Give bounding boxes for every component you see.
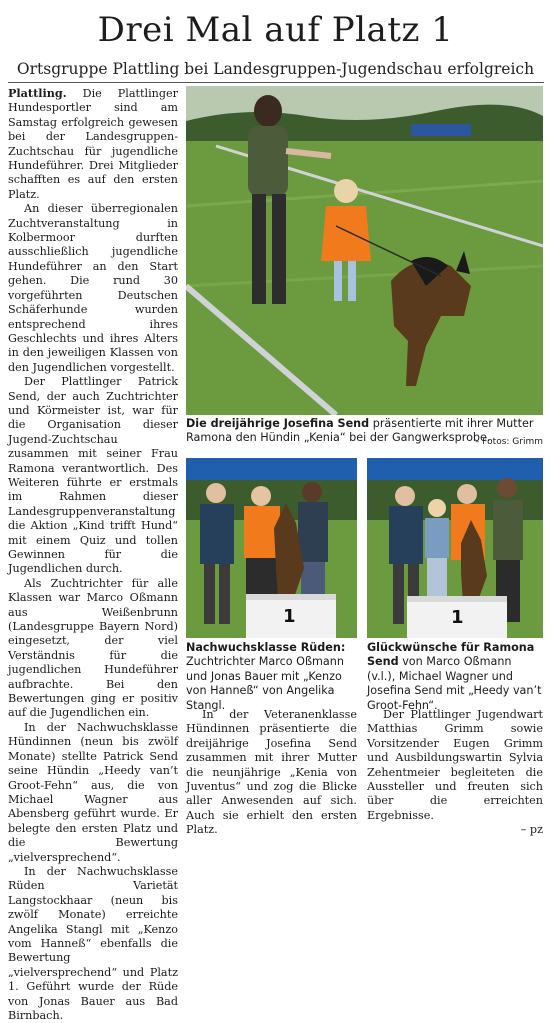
headline: Drei Mal auf Platz 1	[97, 10, 454, 50]
paragraph-8: Der Plattlinger Jugendwart Matthias Grimm sowie Vorsitzender Eugen Grimm und Ausbildungswartin Sylvia Zehentmeier begleiteten die Aussteller und freuten sich über die erreichten Ergebnisse.	[367, 708, 543, 822]
article-column-left	[8, 86, 178, 1023]
caption-right-text: von Marco Oßmann (v.l.), Michael Wagner und Josefina Send mit „Heedy van’t Groot-Fehn“.	[367, 655, 542, 712]
paragraph-3: Der Plattlinger Patrick Send, der auch Zuchtrichter und Körmeister ist, war für die Organisation dieser Jugend-Zuchtschau zusammen mit seiner Frau Ramona verantwortlich. Des Weiteren führte er erstmals im Rahmen dieser Landesgruppenveranstaltung die Aktion „Kind trifft Hund“ mit einem Quiz und tollen Gewinnen für die Jugendlichen durch.	[8, 375, 178, 576]
caption-main-bold: Die dreijährige Josefina Send	[186, 417, 370, 430]
main-photo	[186, 86, 543, 415]
caption-right-bold: Glückwünsche für Ramona Send	[367, 641, 535, 669]
paragraph-4: Als Zuchtrichter für alle Klassen war Marco Oßmann aus Weißenbrunn (Landesgruppe Bayern Nord) eingesetzt, der viel Verständnis für die jugendlichen Hundeführer aufbrachte. Bei den Bewertungen ging er positiv auf die Jugendlichen ein.	[8, 576, 178, 720]
dateline: Plattling.	[8, 86, 67, 100]
paragraph-6: In der Nachwuchsklasse Rüden Varietät Langstockhaar (neun bis zwölf Monate) erreichte Angelika Stangl mit „Kenzo vom Hanneß“ ebenfalls die Bewertung „vielversprechend“ und Platz 1. Geführt wurde der Rüde von Jonas Bauer aus Bad Birnbach.	[8, 864, 178, 1022]
divider	[8, 82, 544, 83]
photo-left-caption	[186, 641, 357, 713]
subheadline: Ortsgruppe Plattling bei Landesgruppen-Jugendschau erfolgreich	[16, 60, 535, 78]
article-column-right	[367, 708, 543, 838]
photo-left-graphic	[186, 458, 357, 638]
article-column-middle	[186, 708, 357, 838]
caption-left-bold: Nachwuchsklasse Rüden:	[186, 641, 346, 654]
photo-right	[367, 458, 543, 638]
main-photo-graphic	[186, 86, 543, 415]
signature: – pz	[520, 823, 543, 837]
paragraph-7: In der Veteranenklasse Hündinnen präsentierte die dreijährige Josefina Send zusammen mit ihrer Mutter die neunjährige „Kenia von Juventus“ und zog die Blicke aller Anwesenden auf sich. Auch sie erhielt den ersten Platz.	[186, 708, 357, 837]
caption-left-text: Zuchtrichter Marco Oßmann und Jonas Bauer mit „Kenzo von Hanneß“ von Angelika Stangl.	[186, 655, 344, 712]
podium-number-right: 1	[451, 607, 464, 628]
paragraph-2: An dieser überregionalen Zuchtveranstaltung in Kolbermoor durften ausschließlich jugendliche Hundeführer an den Start gehen. Die rund 30 vorgeführten Deutschen Schäferhunde wurden entsprechend ihres Geschlechts und ihres Alters in den jeweiligen Klassen von den Jugendlichen vorgestellt.	[8, 202, 178, 374]
photo-right-caption	[367, 641, 543, 713]
photo-left	[186, 458, 357, 638]
paragraph-5: In der Nachwuchsklasse Hündinnen (neun bis zwölf Monate) stellte Patrick Send seine Hündin „Heedy van’t Groot-Fehn“ aus, die von Michael Wagner aus Abensberg geführt wurde. Er belegte den ersten Platz und die Bewertung „vielversprechend“.	[8, 720, 178, 864]
photo-credit: – Fotos: Grimm	[474, 437, 543, 447]
podium-number-left: 1	[283, 606, 296, 627]
caption-main-text: präsentierte mit ihrer Mutter Ramona den Hündin „Kenia“ bei der Gangwerksprobe.	[186, 417, 534, 445]
paragraph-1: Die Plattlinger Hundesportler sind am Samstag erfolgreich gewesen bei der Landesgruppen-Zuchtschau für jugendliche Hundeführer. Drei Mitglieder schafften es auf den ersten Platz.	[8, 87, 178, 201]
